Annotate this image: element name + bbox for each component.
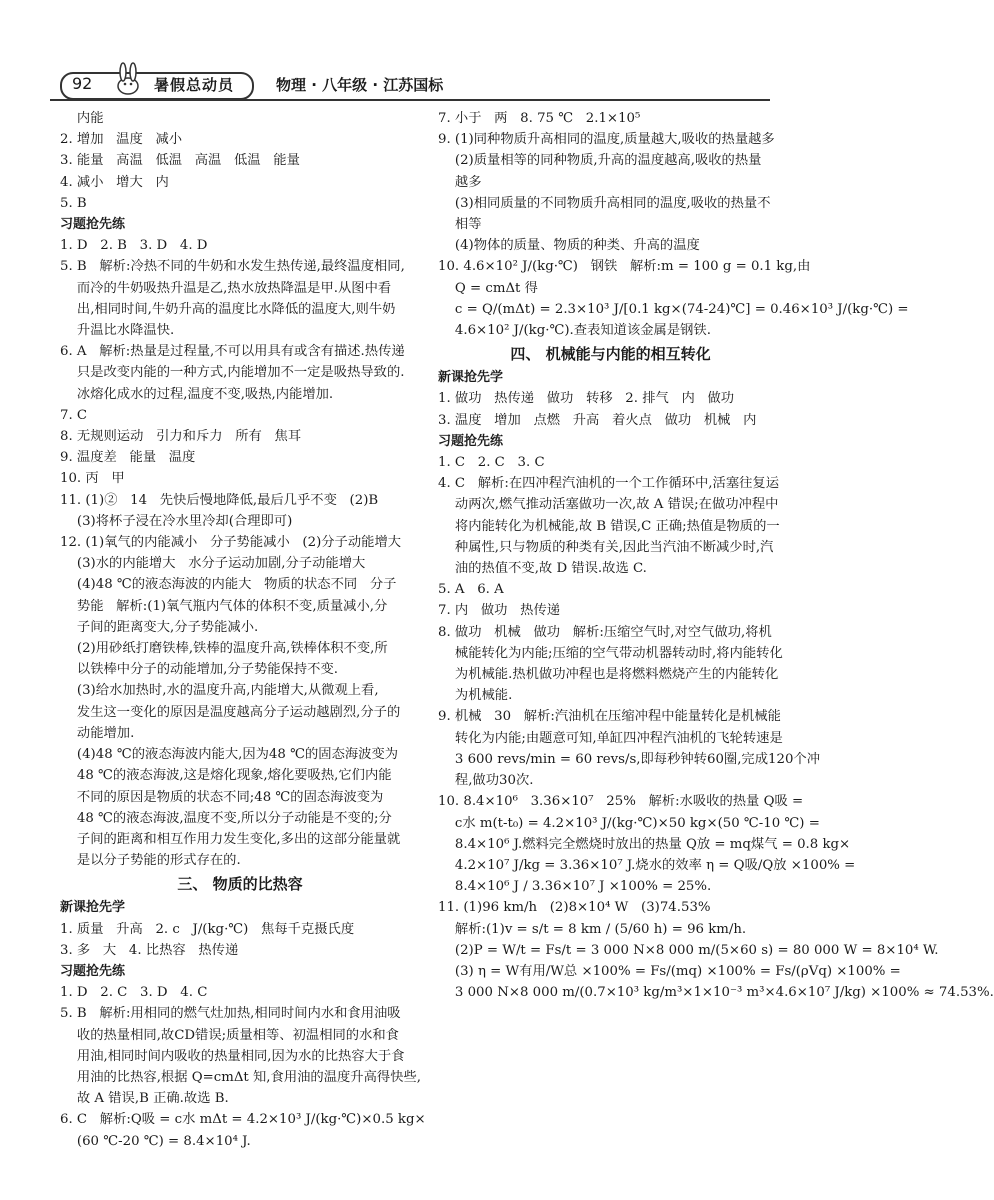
answer-line: (2)质量相等的同种物质,升高的温度越高,吸收的热量	[438, 153, 762, 169]
answer-line: 9. 机械 30 解析:汽油机在压缩冲程中能量转化是机械能	[438, 709, 781, 725]
left-column	[60, 108, 426, 1152]
answer-line: 2. 增加 温度 减小	[60, 132, 183, 148]
answer-line: 械能转化为内能;压缩的空气带动机器转动时,将内能转化	[438, 645, 783, 661]
answer-line: 6. A 解析:热量是过程量,不可以用具有或含有描述.热传递	[60, 344, 405, 360]
answer-line: Q = cmΔt 得	[438, 280, 538, 296]
answer-line: 4. 减小 增大 内	[60, 174, 169, 190]
section-title: 四、 机械能与内能的相互转化	[510, 345, 711, 364]
answer-line: 1. D 2. C 3. D 4. C	[60, 985, 208, 1001]
answer-line: 以铁棒中分子的动能增加,分子势能保持不变.	[60, 662, 339, 678]
answer-line: 10. 丙 甲	[60, 471, 125, 487]
answer-line: 种属性,只与物质的种类有关,因此当汽油不断减少时,汽	[438, 539, 774, 555]
answer-line: (2)P = W/t = Fs/t = 3 000 N×8 000 m/(5×60 s) = 80 000 W = 8×10⁴ W.	[438, 942, 939, 958]
answer-line: 3. 温度 增加 点燃 升高 着火点 做功 机械 内	[438, 412, 757, 428]
answer-line: 4. C 解析:在四冲程汽油机的一个工作循环中,活塞往复运	[438, 476, 780, 492]
page-number: 92	[72, 74, 93, 93]
answer-line: (2)用砂纸打磨铁棒,铁棒的温度升高,铁棒体积不变,所	[60, 641, 388, 657]
answer-line: 将内能转化为机械能,故 B 错误,C 正确;热值是物质的一	[438, 518, 780, 534]
answer-line: 只是改变内能的一种方式,内能增加不一定是吸热导致的.	[60, 365, 405, 381]
answer-line: 冰熔化成水的过程,温度不变,吸热,内能增加.	[60, 386, 334, 402]
answer-line: 3 000 N×8 000 m/(0.7×10³ kg/m³×1×10⁻³ m³×4.6×10⁷ J/kg) ×100% ≈ 74.53%.	[438, 985, 994, 1001]
answer-line: 5. B	[60, 195, 87, 211]
answer-line: 子间的距离变大,分子势能减小.	[60, 619, 259, 635]
answer-line: 8.4×10⁶ J.燃料完全燃烧时放出的热量 Q放 = mq煤气 = 0.8 kg×	[438, 836, 851, 852]
subheading: 习题抢先练	[60, 217, 126, 233]
answer-line: 4.2×10⁷ J/kg = 3.36×10⁷ J.烧水的效率 η = Q吸/Q放 ×100% =	[438, 857, 856, 873]
answer-line: 子间的距离和相互作用力发生变化,多出的这部分能量就	[60, 831, 401, 847]
answer-line: 4.6×10² J/(kg·℃).查表知道该金属是钢铁.	[438, 323, 711, 339]
answer-line: 3. 能量 高温 低温 高温 低温 能量	[60, 153, 300, 169]
answer-line: 1. 做功 热传递 做功 转移 2. 排气 内 做功	[438, 391, 735, 407]
answer-line: 10. 4.6×10² J/(kg·℃) 钢铁 解析:m = 100 g = 0.1 kg,由	[438, 259, 811, 275]
answer-line: 动能增加.	[60, 725, 135, 741]
answer-line: 为机械能.热机做功冲程也是将燃料燃烧产生的内能转化	[438, 667, 779, 683]
answer-line: (3)将杯子浸在冷水里冷却(合理即可)	[60, 513, 293, 529]
answer-line: (4)48 ℃的液态海波的内能大 物质的状态不同 分子	[60, 577, 397, 593]
book-brand: 暑假总动员	[154, 76, 235, 94]
answer-line: 6. C 解析:Q吸 = c水 mΔt = 4.2×10³ J/(kg·℃)×0.5 kg×	[60, 1112, 426, 1128]
header-rule	[50, 99, 770, 101]
section-title: 三、 物质的比热容	[177, 875, 303, 894]
answer-line: (60 ℃-20 ℃) = 8.4×10⁴ J.	[60, 1133, 251, 1149]
answer-line: 5. B 解析:用相同的燃气灶加热,相同时间内水和食用油吸	[60, 1006, 401, 1022]
subject-grade: 物理 · 八年级 · 江苏国标	[276, 76, 444, 94]
answer-line: 收的热量相同,故CD错误;质量相等、初温相同的水和食	[60, 1027, 399, 1043]
answer-line: 8. 做功 机械 做功 解析:压缩空气时,对空气做功,将机	[438, 624, 772, 640]
answer-line: 11. (1)② 14 先快后慢地降低,最后几乎不变 (2)B	[60, 492, 379, 508]
answer-line: 9. (1)同种物质升高相同的温度,质量越大,吸收的热量越多	[438, 132, 775, 148]
answer-line: 用油,相同时间内吸收的热量相同,因为水的比热容大于食	[60, 1048, 405, 1064]
answer-line: 程,做功30次.	[438, 773, 534, 789]
answer-line: 3. 多 大 4. 比热容 热传递	[60, 942, 239, 958]
answer-line: 用油的比热容,根据 Q=cmΔt 知,食用油的温度升高得快些,	[60, 1069, 422, 1085]
answer-line: c = Q/(mΔt) = 2.3×10³ J/[0.1 kg×(74-24)℃] = 0.46×10³ J/(kg·℃) =	[438, 301, 909, 317]
answer-line: 7. C	[60, 407, 88, 423]
answer-line: 而冷的牛奶吸热升温是乙,热水放热降温是甲.从图中看	[60, 280, 392, 296]
answer-line: (3) η = W有用/W总 ×100% = Fs/(mq) ×100% = Fs/(ρVq) ×100% =	[438, 963, 901, 979]
answer-line: 相等	[438, 217, 482, 233]
answer-line: 5. B 解析:冷热不同的牛奶和水发生热传递,最终温度相同,	[60, 259, 405, 275]
answer-line: 越多	[438, 174, 482, 190]
answer-line: 9. 温度差 能量 温度	[60, 450, 196, 466]
answer-line: 升温比水降温快.	[60, 323, 175, 339]
answer-line: 油的热值不变,故 D 错误.故选 C.	[438, 561, 647, 577]
answer-line: 为机械能.	[438, 688, 513, 704]
answer-line: 发生这一变化的原因是温度越高分子运动越剧烈,分子的	[60, 704, 401, 720]
answer-line: (4)物体的质量、物质的种类、升高的温度	[438, 238, 700, 254]
answer-line: 7. 小于 两 8. 75 ℃ 2.1×10⁵	[438, 111, 641, 126]
answer-line: 出,相同时间,牛奶升高的温度比水降低的温度大,则牛奶	[60, 301, 396, 317]
answer-line: (4)48 ℃的液态海波内能大,因为48 ℃的固态海波变为	[60, 747, 399, 763]
subheading: 习题抢先练	[438, 433, 504, 449]
right-column	[438, 108, 994, 1003]
answer-line: 3 600 revs/min = 60 revs/s,即每秒钟转60圈,完成120个冲	[438, 751, 820, 767]
answer-line: 48 ℃的液态海波,这是熔化现象,熔化要吸热,它们内能	[60, 768, 392, 784]
subheading: 新课抢先学	[438, 370, 504, 386]
answer-line: 8.4×10⁶ J / 3.36×10⁷ J ×100% = 25%.	[438, 879, 712, 895]
answer-line: 是以分子势能的形式存在的.	[60, 853, 241, 869]
answer-line: (3)相同质量的不同物质升高相同的温度,吸收的热量不	[438, 195, 771, 211]
answer-line: (3)水的内能增大 水分子运动加剧,分子动能增大	[60, 556, 366, 572]
answer-line: 48 ℃的液态海波,温度不变,所以分子动能是不变的;分	[60, 810, 392, 826]
rabbit-mascot-icon	[110, 62, 146, 98]
answer-line: 5. A 6. A	[438, 582, 504, 598]
answer-line: 动两次,燃气推动活塞做功一次,故 A 错误;在做功冲程中	[438, 497, 779, 513]
answer-line: 10. 8.4×10⁶ 3.36×10⁷ 25% 解析:水吸收的热量 Q吸 =	[438, 794, 804, 810]
answer-line: 1. 质量 升高 2. c J/(kg·℃) 焦每千克摄氏度	[60, 921, 355, 937]
subheading: 新课抢先学	[60, 900, 126, 916]
answer-line: 1. C 2. C 3. C	[438, 455, 545, 471]
answer-line: 故 A 错误,B 正确.故选 B.	[60, 1091, 229, 1107]
answer-line: (3)给水加热时,水的温度升高,内能增大,从微观上看,	[60, 683, 379, 699]
answer-line: 12. (1)氧气的内能减小 分子势能减小 (2)分子动能增大	[60, 535, 402, 551]
answer-line: 8. 无规则运动 引力和斥力 所有 焦耳	[60, 429, 302, 445]
answer-line: 转化为内能;由题意可知,单缸四冲程汽油机的飞轮转速是	[438, 730, 783, 746]
answer-line: 7. 内 做功 热传递	[438, 603, 561, 619]
answer-line: c水 m(t-t₀) = 4.2×10³ J/(kg·℃)×50 kg×(50 ℃-10 ℃) =	[438, 815, 820, 831]
answer-line: 内能	[60, 111, 104, 126]
answer-line: 解析:(1)v = s/t = 8 km / (5/60 h) = 96 km/h.	[438, 921, 747, 937]
answer-line: 1. D 2. B 3. D 4. D	[60, 238, 208, 254]
page-header	[50, 68, 770, 102]
answer-line: 不同的原因是物质的状态不同;48 ℃的固态海波变为	[60, 789, 384, 805]
answer-line: 11. (1)96 km/h (2)8×10⁴ W (3)74.53%	[438, 900, 711, 916]
subheading: 习题抢先练	[60, 963, 126, 979]
answer-line: 势能 解析:(1)氧气瓶内气体的体积不变,质量减小,分	[60, 598, 388, 614]
